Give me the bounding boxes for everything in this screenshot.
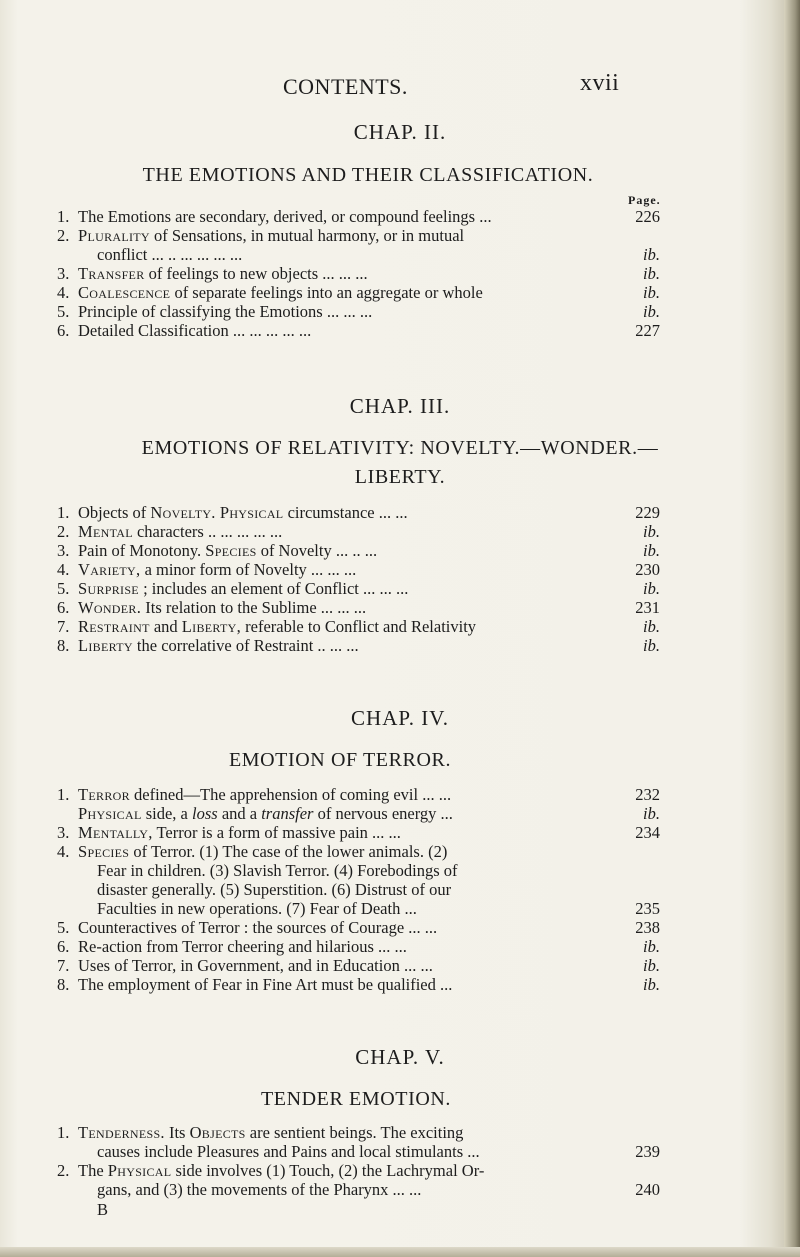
running-title: CONTENTS. <box>283 74 408 99</box>
chapter-title: EMOTIONS OF RELATIVITY: NOVELTY.—WONDER.— <box>141 437 659 459</box>
chapter-label: CHAP. III. <box>349 394 451 418</box>
running-head <box>0 70 800 104</box>
chapter-title: EMOTION OF TERROR. <box>228 749 452 771</box>
page-column-label: Page. <box>628 193 661 207</box>
chapter-label: CHAP. II. <box>353 120 447 144</box>
chapter-title: TENDER EMOTION. <box>260 1088 452 1110</box>
chapter-label: CHAP. V. <box>355 1045 445 1069</box>
chapter-label: CHAP. IV. <box>351 706 449 730</box>
chapter-title: THE EMOTIONS AND THEIR CLASSIFICATION. <box>142 164 594 186</box>
page-folio: xvii <box>580 70 620 96</box>
page-bottom-edge <box>0 1247 800 1257</box>
chapter-title-continued: LIBERTY. <box>354 466 446 488</box>
